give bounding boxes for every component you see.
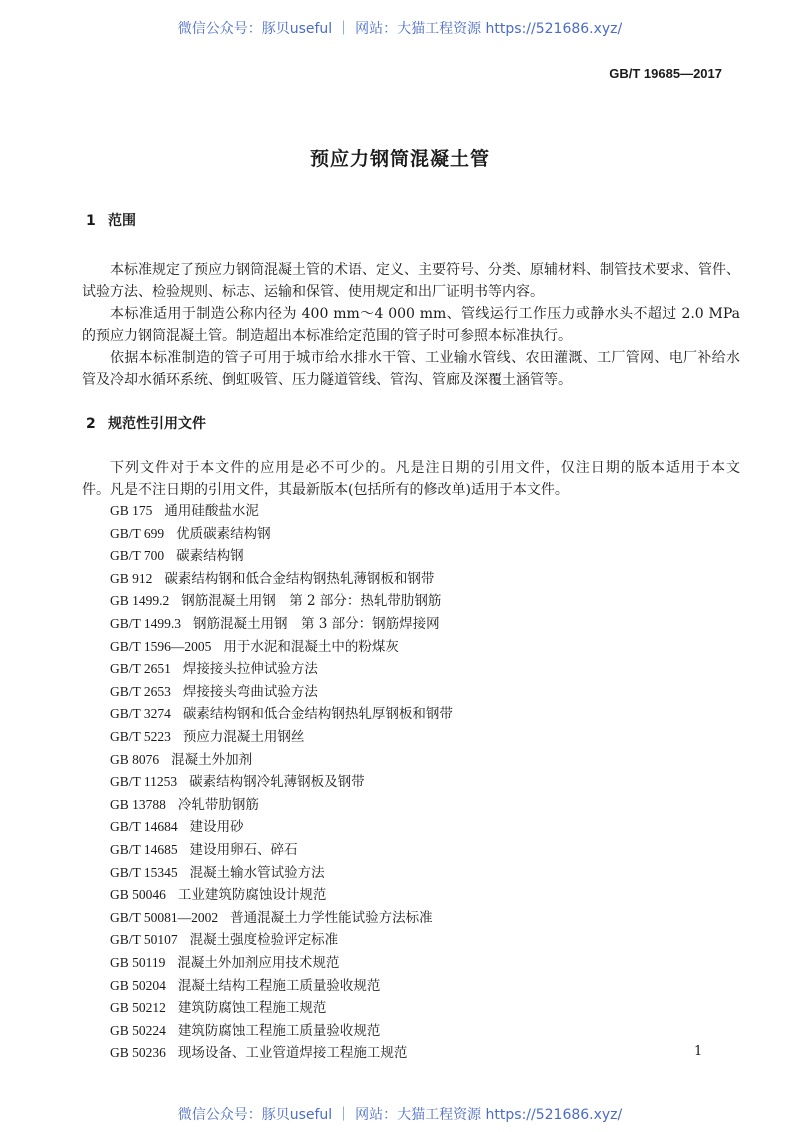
reference-item [110,567,434,587]
reference-code: GB/T 3274 [110,706,171,722]
reference-code: GB 50204 [110,977,166,993]
page-number: 1 [694,1044,703,1059]
watermark-bottom: 微信公众号：豚贝useful ｜ 网站：大猫工程资源 https://521686.xyz/ [177,1107,623,1123]
reference-title: 焊接接头拉伸试验方法 [182,661,318,678]
reference-title: 建设用卵石、碎石 [189,842,298,858]
reference-code: GB/T 14684 [110,819,178,835]
reference-item [110,1019,380,1039]
reference-code: GB/T 700 [110,548,165,564]
paragraph-line: 下列文件对于本文件的应用是必不可少的。凡是注日期的引用文件，仅注日期的版本适用于本文 [110,460,740,476]
section-2-heading: 2 规范性引用文件 [86,416,206,432]
reference-code: GB 175 [110,503,153,518]
reference-title: 建筑防腐蚀工程施工规范 [177,1000,327,1017]
reference-item [110,522,271,542]
reference-title: 钢筋混凝土用钢 第 2 部分：热轧带肋钢筋 [181,593,442,610]
reference-code: GB/T 699 [110,525,165,541]
reference-code: GB 50212 [110,1000,166,1016]
watermark-top: 微信公众号：豚贝useful ｜ 网站：大猫工程资源 https://521686.xyz/ [177,21,623,37]
reference-title: 碳素结构钢 [176,548,244,565]
paragraph-line: 本标准规定了预应力钢筒混凝土管的术语、定义、主要符号、分类、原辅材料、制管技术要求、管件、 [110,262,740,278]
paragraph-line: 依据本标准制造的管子可用于城市给水排水干管、工业输水管线、农田灌溉、工厂管网、电厂补给水 [110,350,740,366]
reference-code: GB 50046 [110,887,166,903]
paragraph-line: 本标准适用于制造公称内径为 400 mm～4 000 mm、管线运行工作压力或静水头不超过 2.0 MPa [110,306,740,322]
reference-title: 混凝土外加剂应用技术规范 [177,955,340,971]
reference-title: 工业建筑防腐蚀设计规范 [177,887,327,904]
reference-item [110,635,399,655]
reference-item [110,612,440,632]
reference-code: GB/T 50081—2002 [110,909,219,925]
reference-code: GB 912 [110,570,153,586]
reference-title: 混凝土输水管试验方法 [189,864,325,881]
reference-title: 用于水泥和混凝土中的粉煤灰 [223,638,399,655]
reference-code: GB/T 5223 [110,729,171,744]
reference-item [110,974,380,994]
reference-item [110,793,259,813]
reference-code: GB/T 1596—2005 [110,638,212,654]
reference-code: GB/T 15345 [110,864,178,880]
reference-item [110,815,244,835]
reference-code: GB/T 11253 [110,774,178,790]
reference-item [110,680,318,700]
reference-code: GB/T 1499.3 [110,616,182,631]
reference-item [110,996,326,1016]
reference-code: GB 50236 [110,1045,166,1061]
paragraph-line: 管及冷却水循环系统、倒虹吸管、压力隧道管线、管沟、管廊及深覆土涵管等。 [82,372,572,388]
reference-code: GB/T 2651 [110,661,171,677]
reference-item [110,770,365,790]
reference-title: 冷轧带肋钢筋 [177,796,259,813]
reference-code: GB/T 2653 [110,683,171,699]
reference-code: GB 13788 [110,796,166,812]
reference-title: 通用硅酸盐水泥 [164,503,259,519]
reference-title: 建设用砂 [189,819,244,836]
reference-item [110,725,304,745]
standard-number: GB/T 19685—2017 [609,66,722,81]
reference-item [110,861,325,881]
reference-title: 混凝土强度检验评定标准 [189,932,339,949]
reference-item [110,702,453,722]
reference-code: GB 50119 [110,955,166,970]
reference-item [110,883,326,903]
reference-item [110,589,441,609]
reference-title: 碳素结构钢和低合金结构钢热轧薄钢板和钢带 [164,570,435,587]
reference-item [110,951,339,971]
reference-title: 混凝土外加剂 [171,751,253,768]
reference-item [110,1041,407,1061]
reference-code: GB 8076 [110,751,160,767]
reference-title: 钢筋混凝土用钢 第 3 部分：钢筋焊接网 [193,616,440,632]
paragraph-line: 的预应力钢筒混凝土管。制造超出本标准给定范围的管子时可参照本标准执行。 [82,328,572,344]
section-1-heading: 1 范围 [86,213,136,229]
document-title: 预应力钢筒混凝土管 [309,148,490,170]
reference-item [110,499,259,519]
reference-item [110,906,433,926]
reference-title: 混凝土结构工程施工质量验收规范 [177,977,381,994]
paragraph-line: 件。凡是不注日期的引用文件，其最新版本(包括所有的修改单)适用于本文件。 [82,482,569,498]
reference-title: 预应力混凝土用钢丝 [182,729,305,745]
paragraph-line: 试验方法、检验规则、标志、运输和保管、使用规定和出厂证明书等内容。 [82,284,544,300]
reference-title: 建筑防腐蚀工程施工质量验收规范 [177,1022,381,1039]
reference-title: 优质碳素结构钢 [176,525,271,542]
reference-code: GB 50224 [110,1022,166,1038]
reference-item [110,838,298,858]
reference-item [110,748,252,768]
reference-code: GB/T 14685 [110,842,178,857]
reference-title: 碳素结构钢和低合金结构钢热轧厚钢板和钢带 [182,706,453,723]
reference-code: GB/T 50107 [110,932,178,948]
reference-item [110,544,244,564]
reference-item [110,928,338,948]
reference-title: 碳素结构钢冷轧薄钢板及钢带 [189,774,365,791]
reference-code: GB 1499.2 [110,593,170,609]
reference-title: 普通混凝土力学性能试验方法标准 [230,909,433,926]
reference-title: 现场设备、工业管道焊接工程施工规范 [177,1045,408,1062]
reference-item [110,657,318,677]
reference-title: 焊接接头弯曲试验方法 [182,683,318,700]
